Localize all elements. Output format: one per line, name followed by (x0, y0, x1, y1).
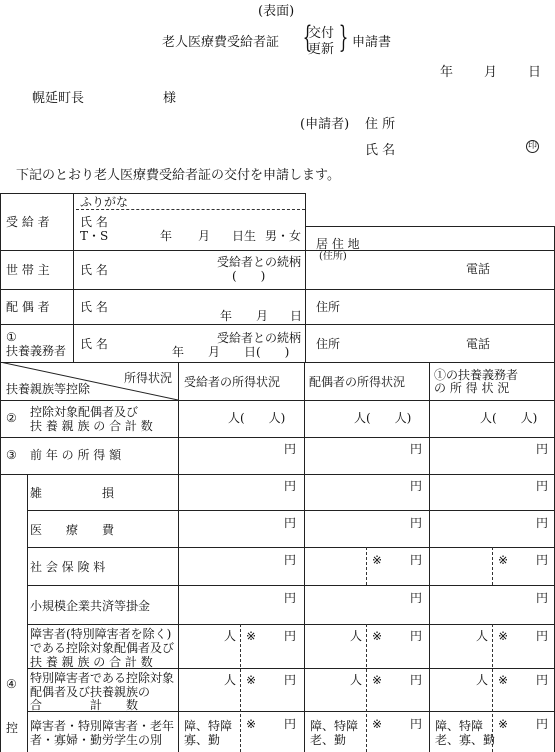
householder-label: 世 帯 主 (6, 263, 50, 277)
row4-number: ④ (6, 677, 17, 691)
obligor-label: 扶養義務者 (6, 344, 67, 358)
asterisk: ※ (246, 673, 257, 687)
item-casualty-loss: 雑 損 (30, 486, 115, 500)
person-unit: 人 (350, 629, 363, 643)
row2-label-b: 扶 養 親 族 の 合 計 数 (30, 419, 153, 433)
yen: 円 (536, 591, 549, 605)
row2-label-a: 控除対象配偶者及び (30, 405, 139, 419)
disabled-label-a: 障害者(特別障害者を除く) (30, 627, 172, 641)
yen: 円 (536, 516, 549, 530)
applicant-address-label: 住 所 (365, 117, 396, 132)
recipient-label: 受 給 者 (6, 215, 50, 229)
asterisk: ※ (246, 717, 257, 731)
yen: 円 (284, 591, 297, 605)
yen: 円 (536, 673, 549, 687)
person-unit: 人 (224, 629, 237, 643)
obligor-address-label: 住所 (316, 337, 341, 351)
residence-phone: 電話 (466, 262, 491, 276)
intro-text: 下記のとおり老人医療費受給者証の交付を申請します。 (16, 168, 340, 183)
recipient-category-b: 寡、勤 (184, 733, 221, 747)
birth-day: 日生 (232, 229, 257, 243)
person-unit: 人 (476, 629, 489, 643)
spouse-birth-day: 日 (290, 309, 303, 323)
row4-kou: 控 (6, 721, 19, 735)
date-month: 月 (484, 65, 498, 80)
date-year: 年 (440, 65, 454, 80)
col-obligor-income-a: ①の扶養義務者 (434, 368, 519, 382)
householder-name-label: 氏 名 (80, 263, 108, 277)
asterisk: ※ (498, 553, 509, 567)
category-label-b: 者・寡婦・勤労学生の別 (30, 733, 163, 747)
person-unit: 人 (476, 673, 489, 687)
obligor-birth-month: 月 (208, 345, 221, 359)
row2-spouse-people: 人( 人) (354, 411, 412, 425)
addressee: 幌延町長 (32, 91, 85, 106)
obligor-category-b: 老、寡、勤 (435, 733, 496, 747)
yen: 円 (410, 479, 423, 493)
birth-year: 年 (160, 229, 173, 243)
residence-label: 居 住 地 (316, 237, 360, 251)
yen: 円 (410, 673, 423, 687)
obligor-phone: 電話 (466, 337, 491, 351)
spouse-category-a: 障、特障 (310, 719, 359, 733)
col-recipient-income: 受給者の所得状況 (184, 375, 281, 389)
special-disabled-c: 合 計 数 (30, 698, 139, 712)
obligor-category-a: 障、特障 (435, 719, 484, 733)
asterisk: ※ (246, 629, 257, 643)
item-social-insurance: 社 会 保 険 料 (30, 560, 106, 574)
title-option-issue: 交付 (308, 26, 335, 41)
asterisk: ※ (372, 553, 383, 567)
special-disabled-a: 特別障害者である控除対象 (30, 671, 175, 685)
row3-number: ③ (6, 448, 17, 462)
disabled-label-c: 扶 養 親 族 の 合 計 数 (30, 655, 153, 669)
asterisk: ※ (498, 629, 509, 643)
person-unit: 人 (350, 673, 363, 687)
addressee-honorific: 様 (163, 91, 177, 106)
spouse-birth-month: 月 (256, 309, 269, 323)
title-suffix: 申請書 (352, 35, 392, 50)
yen: 円 (284, 553, 297, 567)
special-disabled-b: 配偶者及び扶養親族の (30, 685, 151, 699)
face-label: (表面) (258, 4, 295, 19)
yen: 円 (410, 629, 423, 643)
category-label-a: 障害者・特別障害者・老年 (30, 719, 175, 733)
householder-relation-blank: ( ) (232, 269, 266, 283)
yen: 円 (284, 629, 297, 643)
obligor-birth-year: 年 (172, 345, 185, 359)
title-option-renew: 更新 (308, 42, 335, 57)
asterisk: ※ (372, 629, 383, 643)
asterisk: ※ (498, 717, 509, 731)
title-brace-right: } (338, 20, 349, 55)
yen: 円 (536, 479, 549, 493)
spouse-name-label: 氏 名 (80, 300, 108, 314)
row3-label: 前 年 の 所 得 額 (30, 448, 122, 462)
disabled-label-b: である控除対象配偶者及び (30, 641, 175, 655)
spouse-birth-year: 年 (220, 309, 233, 323)
person-unit: 人 (224, 673, 237, 687)
row2-obligor-people: 人( 人) (480, 411, 538, 425)
asterisk: ※ (372, 717, 383, 731)
item-medical: 医 療 費 (30, 523, 115, 537)
seal-mark: 印 (527, 141, 537, 151)
spouse-address-label: 住所 (316, 300, 341, 314)
row3-yen-3: 円 (536, 442, 549, 456)
yen: 円 (536, 717, 549, 731)
income-status-label: 所得状況 (124, 371, 173, 385)
col-obligor-income-b: の 所 得 状 況 (434, 381, 510, 395)
birth-month: 月 (198, 229, 211, 243)
householder-relation: 受給者との続柄 (217, 255, 302, 269)
yen: 円 (284, 479, 297, 493)
asterisk: ※ (498, 673, 509, 687)
title-main: 老人医療費受給者証 (162, 35, 280, 50)
furigana-label: ふりがな (80, 195, 129, 209)
row2-recipient-people: 人( 人) (228, 411, 286, 425)
yen: 円 (284, 516, 297, 530)
obligor-name-label: 氏 名 (80, 337, 108, 351)
recipient-category-a: 障、特障 (184, 719, 233, 733)
recipient-name-label: 氏 名 (80, 215, 108, 229)
item-small-business: 小規模企業共済等掛金 (30, 599, 151, 613)
residence-sub: (住所) (319, 251, 347, 262)
yen: 円 (536, 629, 549, 643)
applicant-name-label: 氏 名 (365, 143, 396, 158)
obligor-relation-blank: 日( ) (244, 345, 290, 359)
yen: 円 (410, 516, 423, 530)
yen: 円 (284, 673, 297, 687)
asterisk: ※ (372, 673, 383, 687)
dependent-deduction-label: 扶養親族等控除 (6, 382, 91, 396)
sex-option: 男・女 (265, 229, 302, 243)
row2-number: ② (6, 411, 17, 425)
yen: 円 (284, 717, 297, 731)
obligor-number: ① (6, 330, 17, 344)
col-spouse-income: 配偶者の所得状況 (309, 375, 406, 389)
applicant-label: (申請者) (300, 117, 350, 132)
birth-era: T・S (80, 229, 109, 243)
yen: 円 (410, 717, 423, 731)
yen: 円 (410, 591, 423, 605)
row3-yen-2: 円 (410, 442, 423, 456)
title-brace-left: { (302, 20, 313, 55)
row3-yen-1: 円 (284, 442, 297, 456)
date-day: 日 (528, 65, 542, 80)
yen: 円 (536, 553, 549, 567)
obligor-relation: 受給者との続柄 (217, 331, 302, 345)
spouse-category-b: 老、勤 (310, 733, 347, 747)
yen: 円 (410, 553, 423, 567)
spouse-label: 配 偶 者 (6, 300, 50, 314)
